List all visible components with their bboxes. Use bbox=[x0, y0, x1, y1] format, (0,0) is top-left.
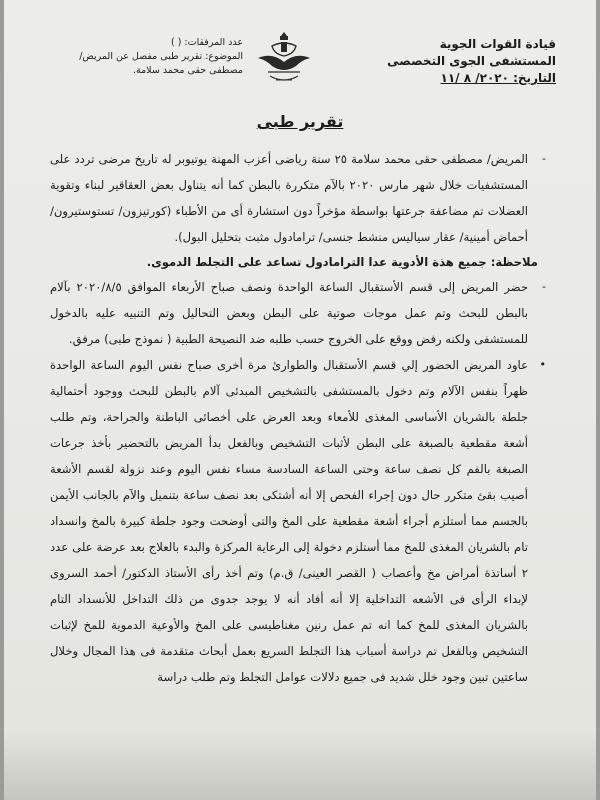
medication-note: ملاحظة: جميع هذة الأدوية عدا الترامادول تساعد على التجلط الدموى. bbox=[146, 255, 538, 269]
dot-bullet-icon: • bbox=[539, 358, 546, 371]
paragraph-patient-history bbox=[50, 146, 546, 250]
report-body bbox=[50, 146, 546, 690]
page-shadow bbox=[4, 730, 596, 800]
reference-block bbox=[68, 36, 243, 78]
date-label: التاريخ: bbox=[513, 71, 556, 85]
paragraph-text: المريض/ مصطفى حقى محمد سلامة ٢٥ سنة رياضى أعزب المهنة يوتيوبر له تاريخ مرضى تردد على المستشفيات خلال شهر مارس ٢٠٢٠ بالآم متكررة بالبطن كما أنه يتناول بعض العقاقير لبناء وتقوية العضلات تم مضاعفة جرعتها بواسطة مؤخراً دون استشارة أى من الأطباء (كورتيزون/ تستوستيرون/ أحماض أمينية/ عقار سياليس منشط جنسى/ ترامادول مثبت بتحليل البول). bbox=[50, 152, 529, 244]
paragraph-second-visit bbox=[50, 352, 546, 690]
subject-value: تقرير طبى مفصل عن المريض/ bbox=[79, 51, 203, 62]
air-force-eagle-emblem-icon bbox=[254, 26, 314, 90]
patient-name: مصطفى حقى محمد سلامة. bbox=[132, 65, 243, 76]
org-line-1: قيادة القوات الجوية bbox=[439, 37, 556, 51]
date-value: ٢٠٢٠/ ٨ /١١ bbox=[440, 71, 509, 85]
subject-line bbox=[68, 50, 243, 64]
report-title bbox=[4, 112, 596, 131]
subject-label: الموضوع: bbox=[205, 51, 243, 62]
attachments-count: عدد المرفقات: ( ) bbox=[170, 37, 243, 48]
organization-header bbox=[381, 36, 556, 87]
dash-bullet-icon: - bbox=[542, 152, 546, 165]
dash-bullet-icon: - bbox=[542, 280, 546, 293]
paragraph-text: حضر المريض إلى قسم الأستقبال الساعة الواحدة ونصف صباح الأربعاء الموافق ٢٠٢٠/٨/٥ بآلام بالبطن للبحث وتم عمل موجات صوتية على البطن وبعض التحاليل وتم التنبيه عليه بالدخول للمستشفى ولكنه رفض ووقع على الخروج حسب طلبه ضد النصيحة الطبية ( نموذج طبى) مرفق. bbox=[50, 280, 528, 346]
org-line-2: المستشفى الجوى التخصصى bbox=[387, 54, 556, 68]
paragraph-text: عاود المريض الحضور إلي قسم الأستقبال والطوارئ مرة أخرى صباح نفس اليوم الساعة الواحدة ظهراً بنفس الآلام وتم دخول بالمستشفى بالتشخيص المبدئى آلام بالبطن للبحث ووجود أحتمالية جلطة بالشريان الأساسى المغذى للأمعاء وبعد العرض على أخصائى الباطنة والجراحة، وتم طلب أشعة مقطعية بالصبغة على البطن لأثبات التشخيص وبالفعل بدأ المريض بالتحضير بأخذ جرعات الصبغة بالفم كل نصف ساعة وحتى الساعة السادسة مساء نفس اليوم وعند نزولة لقسم الأشعة أصيب بقئ متكرر حال دون إجراء الفحص إلا أنه أشتكى بعد نصف ساعة بتنميل والآم بالجانب الأيمن بالجسم مما أستلزم أجراء أشعة مقطعية على المخ والتى أوضحت وجود جلطة كبيرة بالمخ وانسداد تام بالشريان المغذى للمخ مما أستلزم دخولة إلى الرعاية المركزة والبدء بالعلاج بعد عرضة على عدد ٢ أساتذة أمراض مخ وأعصاب ( القصر العينى/ ق.م) وتم أخذ رأى الأستاذ الدكتور/ أحمد السروى لإبداء الرأى فى الأشعه التداخلية إلا أنه أفاد أنه لا يوجد جدوى من ذلك التداخل للأنسداد التام بالشريان المغذى للمخ كما انه تم عمل رنين مغناطيسى على المخ والأوعية الدموية للمخ لإثبات التشخيص وبالفعل تم دراسة أسباب هذا التجلط السريع بعمل أبحاث متقدمة فى هذا المجال وخلال ساعتين تبين وجود خلل شديد فى جميع دلالات عوامل التجلط وتم طلب دراسة bbox=[50, 358, 528, 684]
paragraph-first-visit bbox=[50, 274, 546, 352]
report-date bbox=[381, 70, 556, 87]
report-title-text: تقرير طبى bbox=[256, 112, 344, 131]
document-page bbox=[4, 0, 596, 800]
